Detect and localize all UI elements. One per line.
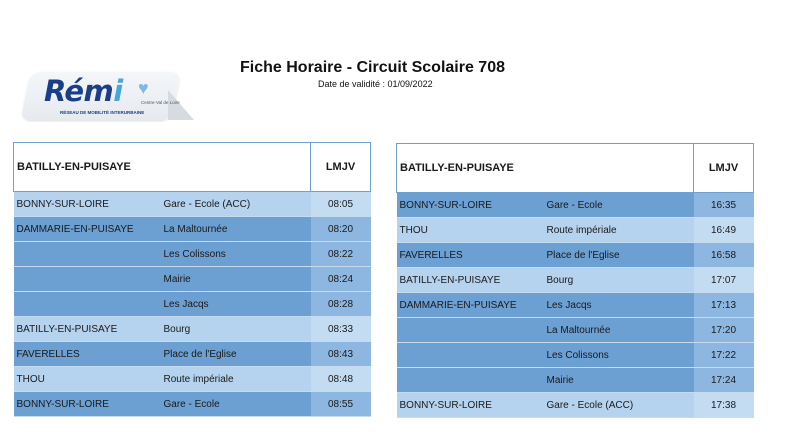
commune-cell: FAVERELLES xyxy=(14,342,161,367)
commune-cell: THOU xyxy=(397,218,544,243)
table-row xyxy=(397,268,754,293)
stop-cell: Mairie xyxy=(161,267,311,292)
commune-cell xyxy=(14,267,161,292)
stop-cell: Les Colissons xyxy=(161,242,311,267)
table-row xyxy=(397,393,754,418)
stop-cell: Mairie xyxy=(544,368,694,393)
time-cell: 08:55 xyxy=(311,392,371,417)
stop-cell: Les Jacqs xyxy=(161,292,311,317)
time-cell: 16:35 xyxy=(694,193,754,218)
table-row xyxy=(397,193,754,218)
commune-cell: BATILLY-EN-PUISAYE xyxy=(14,317,161,342)
commune-cell: THOU xyxy=(14,367,161,392)
stop-cell: Route impériale xyxy=(161,367,311,392)
time-cell: 08:28 xyxy=(311,292,371,317)
commune-cell: BONNY-SUR-LOIRE xyxy=(397,193,544,218)
commune-cell xyxy=(397,318,544,343)
time-cell: 08:33 xyxy=(311,317,371,342)
table-row xyxy=(397,343,754,368)
time-cell: 16:49 xyxy=(694,218,754,243)
table-row xyxy=(14,367,371,392)
stop-cell: Bourg xyxy=(544,268,694,293)
stop-cell: Gare - Ecole (ACC) xyxy=(544,393,694,418)
time-cell: 08:24 xyxy=(311,267,371,292)
header-place: BATILLY-EN-PUISAYE xyxy=(14,143,311,192)
commune-cell: DAMMARIE-EN-PUISAYE xyxy=(14,217,161,242)
stop-cell: Route impériale xyxy=(544,218,694,243)
table-row xyxy=(14,342,371,367)
commune-cell xyxy=(14,292,161,317)
commune-cell xyxy=(14,242,161,267)
table-row xyxy=(14,317,371,342)
commune-cell: BONNY-SUR-LOIRE xyxy=(14,392,161,417)
morning-schedule-table xyxy=(13,142,371,417)
header-days: LMJV xyxy=(311,143,371,192)
table-row xyxy=(397,243,754,268)
heart-icon: ♥ xyxy=(138,78,149,98)
table-row xyxy=(397,368,754,393)
time-cell: 08:20 xyxy=(311,217,371,242)
table-row xyxy=(397,293,754,318)
time-cell: 17:24 xyxy=(694,368,754,393)
commune-cell: FAVERELLES xyxy=(397,243,544,268)
time-cell: 16:58 xyxy=(694,243,754,268)
time-cell: 17:38 xyxy=(694,393,754,418)
time-cell: 08:48 xyxy=(311,367,371,392)
time-cell: 17:13 xyxy=(694,293,754,318)
logo-arrow-shape xyxy=(168,90,194,120)
time-cell: 17:22 xyxy=(694,343,754,368)
stop-cell: Gare - Ecole xyxy=(544,193,694,218)
time-cell: 08:05 xyxy=(311,192,371,217)
table-row xyxy=(14,392,371,417)
afternoon-schedule-table xyxy=(396,143,754,418)
table-row xyxy=(14,242,371,267)
time-cell: 08:22 xyxy=(311,242,371,267)
commune-cell: BATILLY-EN-PUISAYE xyxy=(397,268,544,293)
header-days: LMJV xyxy=(694,144,754,193)
logo-wordmark: Rémi xyxy=(44,74,123,108)
stop-cell: La Maltournée xyxy=(161,217,311,242)
table-row xyxy=(397,218,754,243)
header-place: BATILLY-EN-PUISAYE xyxy=(397,144,694,193)
stop-cell: Les Jacqs xyxy=(544,293,694,318)
logo-tagline: RÉSEAU DE MOBILITÉ INTERURBAINE xyxy=(60,110,145,115)
commune-cell: BONNY-SUR-LOIRE xyxy=(397,393,544,418)
stop-cell: Les Colissons xyxy=(544,343,694,368)
stop-cell: Gare - Ecole xyxy=(161,392,311,417)
commune-cell: DAMMARIE-EN-PUISAYE xyxy=(397,293,544,318)
validity-date: Date de validité : 01/09/2022 xyxy=(318,79,433,89)
time-cell: 08:43 xyxy=(311,342,371,367)
stop-cell: Place de l'Eglise xyxy=(544,243,694,268)
table-header-row xyxy=(14,143,371,192)
logo-region: Centre-Val de Loire xyxy=(141,100,180,105)
stop-cell: Bourg xyxy=(161,317,311,342)
stop-cell: La Maltournée xyxy=(544,318,694,343)
table-row xyxy=(14,217,371,242)
commune-cell: BONNY-SUR-LOIRE xyxy=(14,192,161,217)
time-cell: 17:20 xyxy=(694,318,754,343)
commune-cell xyxy=(397,343,544,368)
table-header-row xyxy=(397,144,754,193)
remi-logo xyxy=(26,70,192,124)
table-row xyxy=(14,192,371,217)
stop-cell: Gare - Ecole (ACC) xyxy=(161,192,311,217)
commune-cell xyxy=(397,368,544,393)
time-cell: 17:07 xyxy=(694,268,754,293)
table-row xyxy=(14,292,371,317)
page-title: Fiche Horaire - Circuit Scolaire 708 xyxy=(240,59,505,76)
table-row xyxy=(14,267,371,292)
stop-cell: Place de l'Eglise xyxy=(161,342,311,367)
table-row xyxy=(397,318,754,343)
